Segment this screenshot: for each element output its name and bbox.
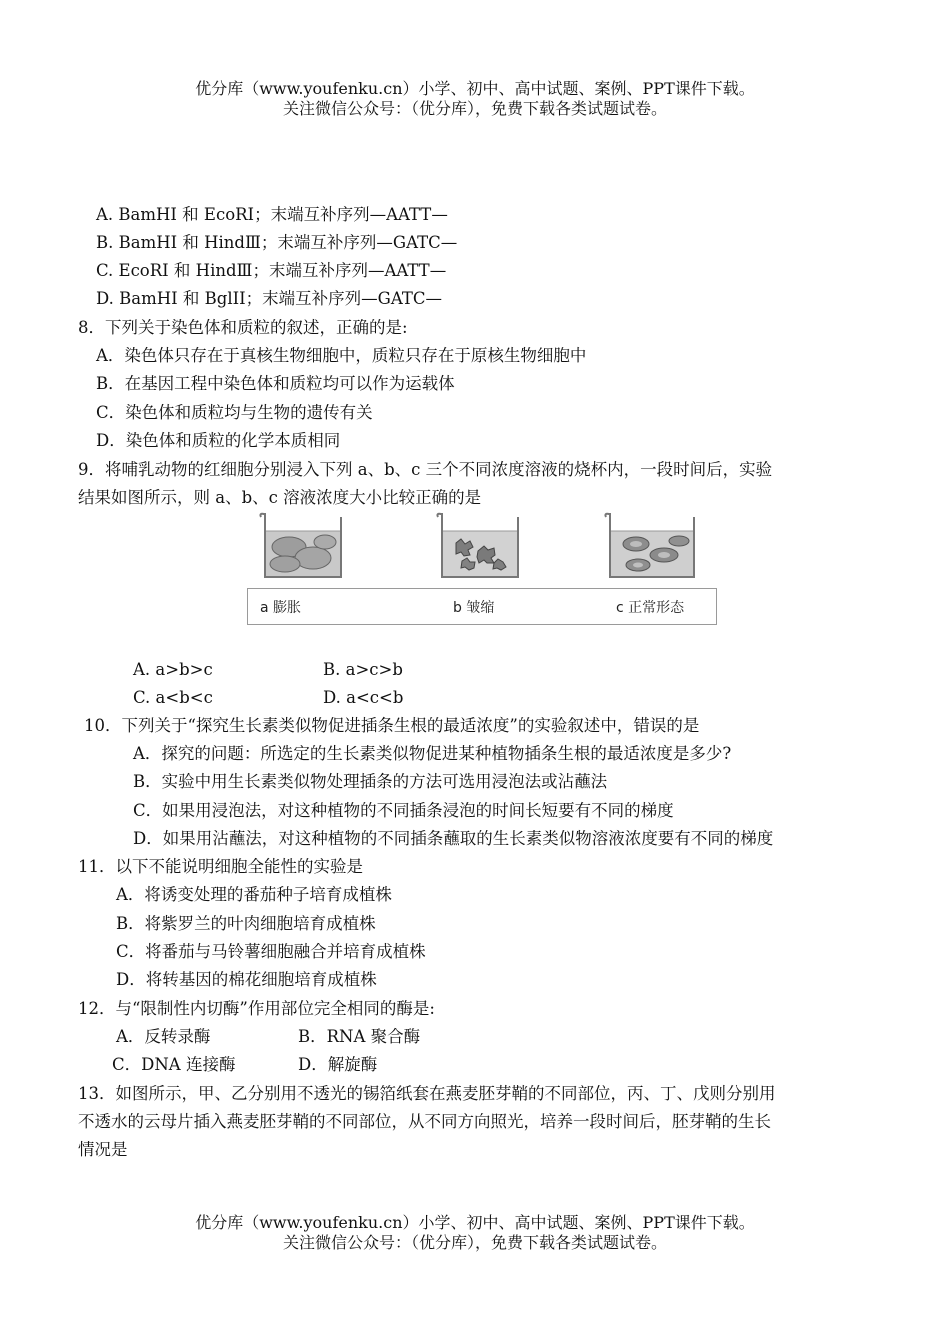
q13-stem-line-1: 13．如图所示，甲、乙分别用不透光的锡箔纸套在燕麦胚芽鞘的不同部位，丙、丁、戊则分别用 bbox=[78, 1084, 776, 1103]
q11-stem: 11．以下不能说明细胞全能性的实验是 bbox=[78, 857, 363, 876]
q11-option-c: C．将番茄与马铃薯细胞融合并培育成植株 bbox=[116, 942, 426, 961]
q10-stem: 10．下列关于“探究生长素类似物促进插条生根的最适浓度”的实验叙述中，错误的是 bbox=[84, 716, 700, 735]
q9-option-b: B. a>c>b bbox=[323, 660, 403, 679]
q13-stem-line-2: 不透水的云母片插入燕麦胚芽鞘的不同部位，从不同方向照光，培养一段时间后，胚芽鞘的生长 bbox=[78, 1112, 771, 1131]
q9-stem-line-2: 结果如图所示，则 a、b、c 溶液浓度大小比较正确的是 bbox=[78, 488, 482, 507]
q8-option-b: B．在基因工程中染色体和质粒均可以作为运载体 bbox=[96, 374, 455, 393]
q9-figure-caption-box bbox=[247, 588, 717, 625]
q9-option-a: A. a>b>c bbox=[133, 660, 213, 679]
header-line-2: 关注微信公众号：（优分库），免费下载各类试题试卷。 bbox=[282, 99, 667, 118]
q9-figure bbox=[247, 511, 717, 625]
q12-option-c: C．DNA 连接酶 bbox=[112, 1055, 236, 1074]
beaker-c-image bbox=[602, 511, 702, 581]
q10-option-d: D．如果用沾蘸法，对这种植物的不同插条蘸取的生长素类似物溶液浓度要有不同的梯度 bbox=[133, 829, 774, 848]
q12-option-b: B．RNA 聚合酶 bbox=[298, 1027, 421, 1046]
q11-option-b: B．将紫罗兰的叶肉细胞培育成植株 bbox=[116, 914, 376, 933]
q10-option-b: B．实验中用生长素类似物处理插条的方法可选用浸泡法或沾蘸法 bbox=[133, 772, 608, 791]
footer-line-1: 优分库（www.youfenku.cn）小学、初中、高中试题、案例、PPT课件下载。 bbox=[195, 1213, 755, 1232]
q7-option-d: D. BamHI 和 BglII；末端互补序列—GATC— bbox=[96, 289, 442, 308]
q7-option-b: B. BamHI 和 HindⅢ；末端互补序列—GATC— bbox=[96, 233, 458, 252]
q7-option-a: A. BamHI 和 EcoRI；末端互补序列—AATT— bbox=[96, 205, 448, 224]
q11-option-d: D．将转基因的棉花细胞培育成植株 bbox=[116, 970, 377, 989]
q7-option-c: C. EcoRI 和 HindⅢ；末端互补序列—AATT— bbox=[96, 261, 447, 280]
header-line-1: 优分库（www.youfenku.cn）小学、初中、高中试题、案例、PPT课件下载。 bbox=[195, 79, 755, 98]
q12-option-d: D．解旋酶 bbox=[298, 1055, 378, 1074]
q10-option-a: A．探究的问题：所选定的生长素类似物促进某种植物插条生根的最适浓度是多少? bbox=[133, 744, 732, 763]
label-b: b 皱缩 bbox=[453, 600, 495, 616]
q10-option-c: C．如果用浸泡法，对这种植物的不同插条浸泡的时间长短要有不同的梯度 bbox=[133, 801, 674, 820]
q12-stem: 12．与“限制性内切酶”作用部位完全相同的酶是: bbox=[78, 999, 435, 1018]
beaker-a-image bbox=[257, 511, 347, 581]
q12-option-a: A．反转录酶 bbox=[116, 1027, 211, 1046]
label-c: c 正常形态 bbox=[616, 600, 685, 616]
q13-stem-line-3: 情况是 bbox=[78, 1140, 128, 1159]
q9-option-c: C. a<b<c bbox=[133, 688, 213, 707]
footer-line-2: 关注微信公众号：（优分库），免费下载各类试题试卷。 bbox=[282, 1233, 667, 1252]
beaker-b-image bbox=[434, 511, 524, 581]
q8-option-a: A．染色体只存在于真核生物细胞中，质粒只存在于原核生物细胞中 bbox=[96, 346, 587, 365]
q11-option-a: A．将诱变处理的番茄种子培育成植株 bbox=[116, 885, 392, 904]
q8-option-d: D．染色体和质粒的化学本质相同 bbox=[96, 431, 341, 450]
label-a: a 膨胀 bbox=[260, 600, 302, 616]
q8-stem: 8．下列关于染色体和质粒的叙述，正确的是: bbox=[78, 318, 408, 337]
q8-option-c: C．染色体和质粒均与生物的遗传有关 bbox=[96, 403, 373, 422]
q9-stem-line-1: 9．将哺乳动物的红细胞分别浸入下列 a、b、c 三个不同浓度溶液的烧杯内，一段时间后，实验 bbox=[78, 460, 773, 479]
q9-option-d: D. a<c<b bbox=[323, 688, 404, 707]
